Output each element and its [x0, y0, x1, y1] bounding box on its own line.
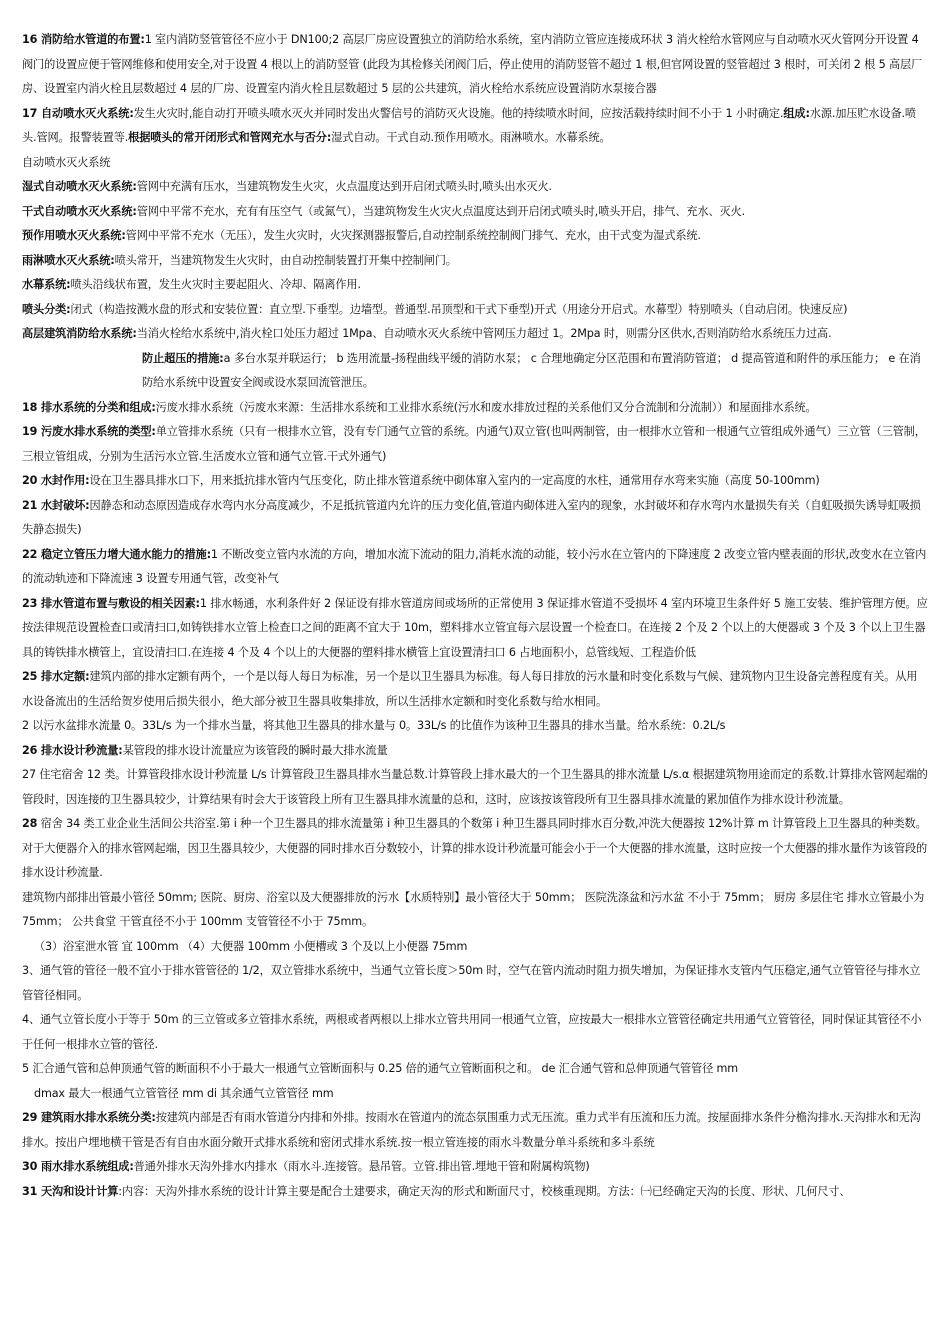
- body-text: 宿舍 34 类工业企业生活间公共浴室.第 i 种一个卫生器具的排水流量第 i 种卫生器具的个数第 i 种卫生器具同时排水百分数,冲洗大便器按 12%计算 m 计算管段上卫生器具的种类数。对于大便器介入的排水管网起端，因卫生器具较少，大便器的同时排水百分数较小，计算的排水设计秒流量可能会小于一个大便器的排水流量，这时应按一个大便器的排水量作为该管段的排水设计秒流量.: [22, 817, 928, 879]
- paragraph-deluge-system: [22, 249, 928, 274]
- body-text: :内容：天沟外排水系统的设计计算主要是配合土建要求，确定天沟的形式和断面尺寸，校核重现期。方法：㈠已经确定天沟的长度、形状、几何尺寸、: [118, 1184, 851, 1198]
- body-text: 管网中平常不充水（无压），发生火灾时，火灾探测器报警后,自动控制系统控制阀门排气、充水，由干式变为湿式系统.: [125, 229, 701, 242]
- paragraph-preaction-system: [22, 224, 928, 249]
- body-text: 5 汇合通气管和总伸顶通气管的断面积不小于最大一根通气立管断面积与 0.25 倍的通气立管断面积之和。 de 汇合通气管和总伸顶通气管管径 mm: [22, 1062, 739, 1075]
- paragraph-highrise-fire: [22, 322, 928, 347]
- body-text: 喷头沿线状布置，发生火灾时主要起阻火、冷却、隔离作用.: [70, 278, 361, 291]
- body-text: 污废水排水系统（污废水来源：生活排水系统和工业排水系统(污水和废水排放过程的关系他们又分合流制和分流制））和屋面排水系统。: [155, 400, 817, 414]
- body-text: 按建筑内部是否有雨水管道分内排和外排。按雨水在管道内的流态氛围重力式无压流。重力式半有压流和压力流。按屋面排水条件分檐沟排水.天沟排水和无沟排水。按出户埋地横干管是否有自由水面分敞开式排水系统和密闭式排水系统.按一根立管连接的雨水斗数量分单斗系统和多斗系统: [22, 1111, 921, 1149]
- body-text: 湿式自动。干式自动.预作用喷水。雨淋喷水。水幕系统。: [331, 131, 611, 144]
- paragraph-drain-equivalent: [22, 714, 928, 739]
- heading: 组成:: [783, 106, 810, 120]
- paragraph-31: [22, 1180, 928, 1205]
- paragraph-17: [22, 102, 928, 151]
- body-text: 2 以污水盆排水流量 0。33L/s 为一个排水当量，将其他卫生器具的排水量与 0。33L/s 的比值作为该种卫生器具的排水当量。给水系统：0.2L/s: [22, 719, 726, 732]
- body-text: 某管段的排水设计流量应为该管段的瞬时最大排水流量: [122, 743, 388, 757]
- paragraph-water-curtain: [22, 273, 928, 298]
- body-text: 单立管排水系统（只有一根排水立管，没有专门通气立管的系统。内通气)双立管(也叫两制管，由一根排水立管和一根通气立管组成外通气）三立管（三管制，三根立管组成，分别为生活污水立管.生活废水立管和通气立管.干式外通气): [22, 425, 926, 463]
- heading: 17 自动喷水灭火系统:: [22, 106, 134, 120]
- body-text: 自动喷水灭火系统: [22, 155, 111, 169]
- body-text: 建筑内部的排水定额有两个，一个是以每人每日为标准，另一个是以卫生器具为标准。每人每日排放的污水量和时变化系数与气候、建筑物内卫生设备完善程度有关。从用水设备流出的生活给贺岁使用后损失很小，绝大部分被卫生器具收集排放，所以生活排水定额和时变化系数与给水相同。: [22, 670, 918, 708]
- paragraph-wet-system: [22, 175, 928, 200]
- paragraph-25: [22, 665, 928, 714]
- body-text: 管网中充满有压水，当建筑物发生火灾，火点温度达到开启闭式喷头时,喷头出水灭火.: [136, 180, 552, 193]
- heading: 31 天沟和设计计算: [22, 1184, 119, 1198]
- paragraph-vent-pipe-5: [22, 1057, 928, 1082]
- heading: 26 排水设计秒流量:: [22, 743, 123, 757]
- paragraph-20: [22, 469, 928, 494]
- paragraph-18: [22, 396, 928, 421]
- heading: 湿式自动喷水灭火系统:: [22, 180, 137, 193]
- paragraph-vent-pipe-3: [22, 959, 928, 1008]
- body-text: 因静态和动态原因造成存水弯内水分高度减少，不足抵抗管道内允许的压力变化值,管道内砌体进入室内的现象，水封破坏和存水弯内水量损失有关（自虹吸损失诱导虹吸损失静态损失): [22, 498, 921, 536]
- paragraph-19: [22, 420, 928, 469]
- paragraph-21: [22, 494, 928, 543]
- heading: 高层建筑消防给水系统:: [22, 327, 137, 340]
- heading: 18 排水系统的分类和组成:: [22, 400, 156, 414]
- heading: 30 雨水排水系统组成:: [22, 1160, 134, 1173]
- body-text: 1 不断改变立管内水流的方向，增加水流下流动的阻力,消耗水流的动能，较小污水在立管内的下降速度 2 改变立管内壁表面的形状,改变水在立管内的流动轨迹和下降流速 3 设置专用通气管，改变补气: [22, 547, 927, 585]
- paragraph-30: [22, 1155, 928, 1180]
- heading: 21 水封破坏:: [22, 498, 90, 512]
- body-text: 设在卫生器具排水口下，用来抵抗排水管内气压变化，防止排水管道系统中砌体窜入室内的一定高度的水柱，通常用存水弯来实施（高度 50-100mm): [89, 474, 820, 487]
- body-text: 闭式（构造按溅水盘的形式和安装位置：直立型.下垂型。边墙型。普通型.吊顶型和干式下垂型)开式（用途分开启式。水幕型）特别喷头（自动启闭。快速反应): [70, 302, 848, 316]
- paragraph-min-pipe-diameter: [22, 886, 928, 935]
- body-text: 水源.加压贮水设备.喷头.管网。报警装置等.: [22, 106, 916, 144]
- heading: 20 水封作用:: [22, 474, 90, 487]
- body-text: 建筑物内部排出管最小管径 50mm; 医院、厨房、浴室以及大便器排放的污水【水质特别】最小管径大于 50mm； 医院洗涤盆和污水盆 不小于 75mm； 厨房 多层住宅 排水立管最小为 75mm； 公共食堂 干管直径不小于 100mm 支管管径不小于 75mm。: [22, 890, 925, 928]
- body-text: 当消火栓给水系统中,消火栓口处压力超过 1Mpa、自动喷水灭火系统中管网压力超过 1。2Mpa 时，则需分区供水,否则消防给水系统压力过高.: [136, 327, 832, 340]
- body-text: 1 排水畅通，水利条件好 2 保证设有排水管道房间或场所的正常使用 3 保证排水管道不受损坏 4 室内环境卫生条件好 5 施工安装、维护管理方便。应按法律规范设置检查口或清扫口,如铸铁排水立管上检查口之间的距离不宜大于 10m，塑料排水立管宜每六层设置一个检查口。在连接 2 个及 2 个以上的大便器或 3 个及 3 个以上卫生器具的铸铁排水横管上，宜设清扫口.在连接 4 个及 4 个以上的大便器的塑料排水横管上宜设置清扫口 6 占地面积小，总管线短、工程造价低: [22, 596, 928, 659]
- paragraph-nozzle-types: [22, 298, 928, 323]
- heading: 23 排水管道布置与敷设的相关因素:: [22, 596, 200, 610]
- paragraph-16: [22, 28, 928, 102]
- body-text: 1 室内消防竖管管径不应小于 DN100;2 高层厂房应设置独立的消防给水系统，室内消防立管应连接成环状 3 消火栓给水管网应与自动喷水灭火管网分开设置 4 阀门的设置应便于管网维修和使用安全,对于设置 4 根以上的消防竖管 (此段为其检修关闭阀门后，停止使用的消防竖管不超过 1 根,但官网设置的竖管超过 3 根时，可关闭 2 根 5 高层厂房、设置室内消火栓且层数超过 4 层的厂房、设置室内消火栓且层数超过 5 层的公共建筑，消火栓给水系统应设置消防水泵接合器: [22, 33, 923, 95]
- body-text: 普通外排水天沟外排水内排水（雨水斗.连接管。悬吊管。立管.排出管.埋地干管和附属构筑物): [133, 1160, 590, 1173]
- paragraph-vent-pipe-4: [22, 1008, 928, 1057]
- heading: 22 稳定立管压力增大通水能力的措施:: [22, 547, 211, 561]
- body-text: dmax 最大一根通气立管管径 mm di 其余通气立管管径 mm: [34, 1086, 334, 1100]
- heading: 根据喷头的常开闭形式和管网充水与否分:: [128, 131, 332, 144]
- body-text: 3、通气管的管径一般不宜小于排水管管径的 1/2，双立管排水系统中，当通气立管长度＞50m 时，空气在管内流动时阻力损失增加，为保证排水支管内气压稳定,通气立管管径与排水立管管径相同。: [22, 964, 921, 1002]
- body-text: （3）浴室泄水管 宜 100mm （4）大便器 100mm 小便槽或 3 个及以上小便器 75mm: [34, 939, 468, 953]
- paragraph-22: [22, 543, 928, 592]
- paragraph-bath-drain: [22, 935, 928, 960]
- paragraph-23: [22, 592, 928, 666]
- heading: 19 污废水排水系统的类型:: [22, 425, 156, 438]
- heading: 防止超压的措施:: [142, 351, 224, 365]
- paragraph-subtitle: [22, 151, 928, 176]
- heading: 喷头分类:: [22, 302, 71, 316]
- paragraph-26: [22, 739, 928, 764]
- paragraph-dry-system: [22, 200, 928, 225]
- heading: 干式自动喷水灭火系统:: [22, 204, 137, 218]
- heading: 25 排水定额:: [22, 670, 90, 683]
- body-text: 喷头常开，当建筑物发生火灾时，由自动控制装置打开集中控制闸门。: [114, 253, 457, 267]
- heading: 雨淋喷水灭火系统:: [22, 253, 115, 267]
- body-text: 发生火灾时,能自动打开喷头喷水灭火并同时发出火警信号的消防灭火设施。他的持续喷水时间，应按活载持续时间不小于 1 小时确定.: [133, 106, 784, 120]
- heading: 预作用喷水灭火系统:: [22, 229, 126, 242]
- heading: 16 消防给水管道的布置:: [22, 33, 145, 46]
- paragraph-overpressure-measures: [22, 347, 928, 396]
- body-text: 27 住宅宿舍 12 类。计算管段排水设计秒流量 L/s 计算管段卫生器具排水当量总数.计算管段上排水最大的一个卫生器具的排水流量 L/s.α 根据建筑物用途而定的系数.计算排水管网起端的管段时，因连接的卫生器具较少，计算结果有时会大于该管段上所有卫生器具排水流量的总和，这时，应该按该管段所有卫生器具排水流量的累加值作为排水设计秒流量。: [22, 768, 928, 806]
- paragraph-29: [22, 1106, 928, 1155]
- body-text: 管网中平常不充水，充有有压空气（或氮气），当建筑物发生火灾火点温度达到开启闭式喷头时,喷头开启，排气、充水、灭火.: [136, 204, 745, 218]
- body-text: a 多台水泵并联运行； b 选用流量-扬程曲线平缓的消防水泵； c 合理地确定分区范围和布置消防管道； d 提高管道和附件的承压能力； e 在消防给水系统中设置安全阀或设水泵回流管泄压。: [142, 351, 921, 389]
- heading: 28: [22, 817, 38, 830]
- paragraph-27: [22, 763, 928, 812]
- paragraph-28: [22, 812, 928, 886]
- heading: 29 建筑雨水排水系统分类:: [22, 1111, 156, 1124]
- paragraph-vent-symbols: [22, 1082, 928, 1107]
- heading: 水幕系统:: [22, 278, 71, 291]
- body-text: 4、通气立管长度小于等于 50m 的三立管或多立管排水系统，两根或者两根以上排水立管共用同一根通气立管，应按最大一根排水立管管径确定共用通气立管管径，同时保证其管径不小于任何一根排水立管的管径.: [22, 1013, 922, 1051]
